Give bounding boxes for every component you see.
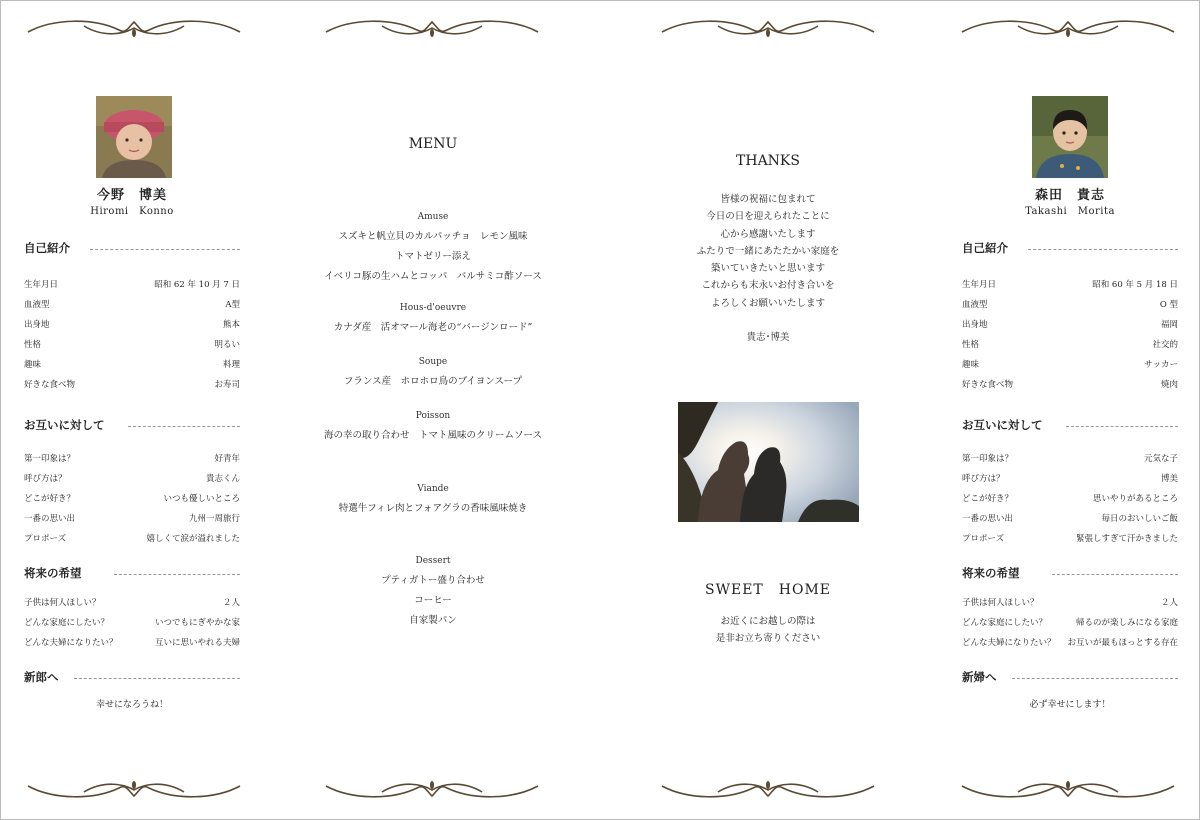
bottom-ornament-1 bbox=[24, 774, 244, 804]
list-item: 呼び方は？ 貴志くん bbox=[24, 474, 240, 484]
course-item: イベリコ豚の生ハムとコッパ バルサミコ酢ソース bbox=[324, 271, 542, 282]
section-title: 新婦へ bbox=[962, 670, 997, 684]
list-item: 第一印象は？ 元気な子 bbox=[962, 454, 1178, 464]
groom-mutual-heading bbox=[962, 417, 1178, 435]
bride-message: 幸せになろうね！ bbox=[95, 700, 168, 710]
top-ornament-1 bbox=[24, 14, 244, 44]
section-divider bbox=[1066, 426, 1178, 427]
groom-name-jp: 森田 貴志 bbox=[1034, 188, 1105, 203]
section-title: お互いに対して bbox=[24, 418, 105, 432]
course-item: トマトゼリー添え bbox=[395, 251, 471, 262]
sweet-home-message bbox=[655, 613, 881, 648]
list-item: 子供は何人ほしい？ ２人 bbox=[24, 598, 240, 608]
list-item: どこが好き？ 思いやりがあるところ bbox=[962, 494, 1178, 504]
course-hors-doeuvre bbox=[320, 303, 546, 339]
course-poisson bbox=[320, 411, 546, 447]
groom-intro-heading bbox=[962, 240, 1178, 258]
section-title: 新郎へ bbox=[24, 670, 59, 684]
course-item: 自家製パン bbox=[409, 615, 457, 626]
thanks-line: 今日の日を迎えられたことに bbox=[706, 211, 830, 223]
list-item: 生年月日 昭和 62 年 10 月 7 日 bbox=[24, 280, 240, 290]
bottom-ornament-4 bbox=[958, 774, 1178, 804]
section-title: 自己紹介 bbox=[24, 241, 70, 255]
list-item: 第一印象は？ 好青年 bbox=[24, 454, 240, 464]
bride-photo bbox=[96, 96, 172, 178]
list-item: 子供は何人ほしい？ ２人 bbox=[962, 598, 1178, 608]
course-amuse bbox=[320, 212, 546, 288]
groom-photo bbox=[1032, 96, 1108, 178]
list-item: 趣味 サッカー bbox=[962, 360, 1178, 370]
thanks-line: 築いていきたいと思います bbox=[710, 263, 825, 275]
course-item: 特選牛フィレ肉とフォアグラの香味風味焼き bbox=[338, 503, 528, 514]
section-divider bbox=[1028, 249, 1178, 250]
course-name: Dessert bbox=[415, 556, 451, 566]
course-item: フランス産 ホロホロ鳥のブイヨンスープ bbox=[343, 376, 523, 387]
thanks-line: よろしくお願いいたします bbox=[710, 297, 825, 309]
list-item: 趣味 料理 bbox=[24, 360, 240, 370]
groom-name-en: Takashi Morita bbox=[1025, 206, 1115, 217]
bottom-ornament-3 bbox=[658, 774, 878, 804]
section-divider bbox=[90, 249, 240, 250]
sweet-home-title: SWEET HOME bbox=[705, 582, 831, 598]
section-title: 自己紹介 bbox=[962, 241, 1008, 255]
list-item: 呼び方は？ 博美 bbox=[962, 474, 1178, 484]
list-item: プロポーズ 緊張しすぎて汗かきました bbox=[962, 534, 1178, 544]
section-title: 将来の希望 bbox=[24, 566, 82, 580]
list-item: 一番の思い出 九州一周旅行 bbox=[24, 514, 240, 524]
list-item: どんな家庭にしたい？ いつでもにぎやかな家 bbox=[24, 618, 240, 628]
course-name: Soupe bbox=[418, 357, 448, 367]
thanks-title: THANKS bbox=[736, 153, 800, 169]
list-item: 性格 明るい bbox=[24, 340, 240, 350]
bride-name-en: Hiromi Konno bbox=[90, 206, 174, 217]
course-name: Viande bbox=[417, 484, 449, 494]
couple-photo bbox=[678, 402, 859, 522]
course-item: コーヒー bbox=[414, 595, 452, 606]
sweet-home-line: 是非お立ち寄りください bbox=[715, 633, 821, 645]
list-item: 好きな食べ物 焼肉 bbox=[962, 380, 1178, 390]
top-ornament-2 bbox=[322, 14, 542, 44]
bride-mutual-heading bbox=[24, 417, 240, 435]
bride-future-heading bbox=[24, 565, 240, 583]
course-soupe bbox=[320, 357, 546, 393]
thanks-line: 心から感謝いたします bbox=[720, 228, 816, 240]
list-item: 出身地 熊本 bbox=[24, 320, 240, 330]
top-ornament-3 bbox=[658, 14, 878, 44]
list-item: どこが好き？ いつも優しいところ bbox=[24, 494, 240, 504]
course-viande bbox=[320, 484, 546, 520]
groom-future-heading bbox=[962, 565, 1178, 583]
section-divider bbox=[1052, 574, 1178, 575]
bride-message-heading bbox=[24, 669, 240, 687]
list-item: 出身地 福岡 bbox=[962, 320, 1178, 330]
bottom-ornament-2 bbox=[322, 774, 542, 804]
course-name: Amuse bbox=[417, 212, 449, 222]
top-ornament-4 bbox=[958, 14, 1178, 44]
course-name: Hous-d'oeuvre bbox=[399, 303, 467, 313]
bride-intro-heading bbox=[24, 240, 240, 258]
section-divider bbox=[1012, 678, 1178, 679]
list-item: プロポーズ 嬉しくて涙が溢れました bbox=[24, 534, 240, 544]
section-divider bbox=[74, 678, 240, 679]
thanks-line: ふたりで一緒にあたたかい家庭を bbox=[696, 245, 840, 257]
list-item: どんな夫婦になりたい？ お互いが最もほっとする存在 bbox=[962, 638, 1178, 648]
bride-name-jp: 今野 博美 bbox=[96, 188, 167, 203]
list-item: どんな家庭にしたい？ 帰るのが楽しみになる家庭 bbox=[962, 618, 1178, 628]
list-item: 血液型 A型 bbox=[24, 300, 240, 310]
course-dessert bbox=[320, 556, 546, 632]
sweet-home-line: お近くにお越しの際は bbox=[720, 616, 816, 627]
thanks-message bbox=[655, 191, 881, 312]
course-item: カナダ産 活オマール海老の“バージンロード” bbox=[333, 322, 533, 333]
course-item: プティガトー盛り合わせ bbox=[381, 575, 485, 586]
list-item: どんな夫婦になりたい？ 互いに思いやれる夫婦 bbox=[24, 638, 240, 648]
list-item: 一番の思い出 毎日のおいしいご飯 bbox=[962, 514, 1178, 524]
thanks-signature: 貴志･博美 bbox=[746, 332, 790, 343]
course-item: 海の幸の取り合わせ トマト風味のクリームソース bbox=[323, 430, 543, 441]
groom-message: 必ず幸せにします！ bbox=[1029, 700, 1111, 710]
course-name: Poisson bbox=[415, 411, 451, 421]
menu-title: MENU bbox=[408, 136, 458, 152]
groom-message-heading bbox=[962, 669, 1178, 687]
list-item: 性格 社交的 bbox=[962, 340, 1178, 350]
list-item: 生年月日 昭和 60 年 5 月 18 日 bbox=[962, 280, 1178, 290]
list-item: 血液型 O 型 bbox=[962, 300, 1178, 310]
section-divider bbox=[128, 426, 240, 427]
thanks-line: 皆様の祝福に包まれて bbox=[720, 194, 816, 205]
thanks-line: これからも末永いお付き合いを bbox=[701, 280, 835, 292]
section-title: 将来の希望 bbox=[962, 566, 1020, 580]
section-divider bbox=[114, 574, 240, 575]
section-title: お互いに対して bbox=[962, 418, 1043, 432]
course-item: スズキと帆立貝のカルパッチョ レモン風味 bbox=[338, 231, 528, 242]
list-item: 好きな食べ物 お寿司 bbox=[24, 380, 240, 390]
